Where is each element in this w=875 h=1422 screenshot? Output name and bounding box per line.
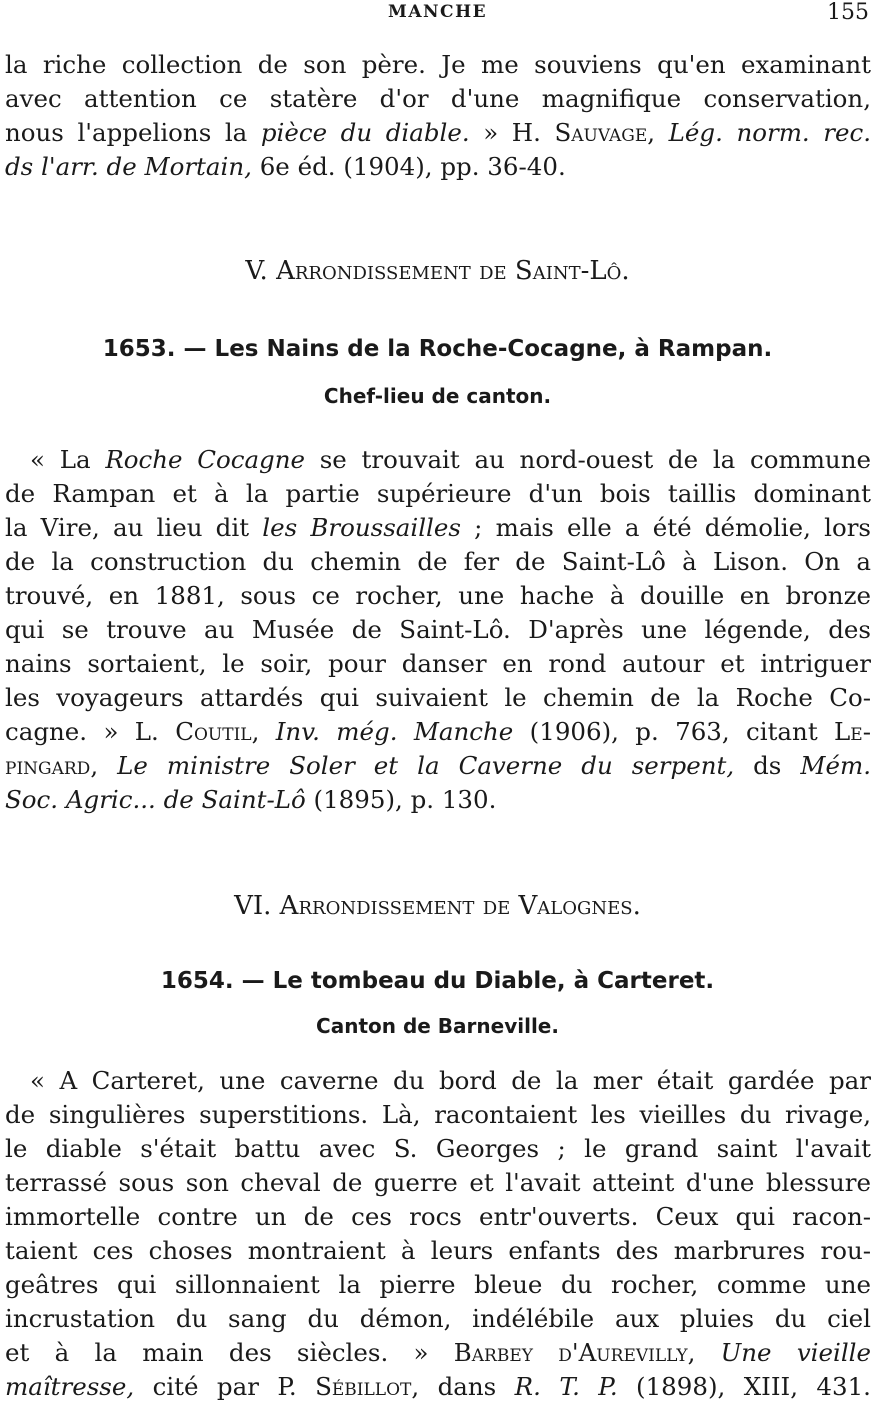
text-line: immortelle contre un de ces rocs entr'ouverts. Ceux qui racon- — [5, 1202, 871, 1231]
text-line: terrassé sous son cheval de guerre et l'avait atteint d'une blessure — [5, 1168, 871, 1197]
text-line: maîtresse, cité par P. Sébillot, dans R. T. P. (1898), XIII, 431. — [5, 1372, 871, 1401]
text-line: la riche collection de son père. Je me souviens qu'en examinant — [5, 50, 871, 79]
text-line: de Rampan et à la partie supérieure d'un bois taillis dominant — [5, 479, 871, 508]
text-line: pingard, Le ministre Soler et la Caverne du serpent, ds Mém. — [5, 751, 871, 780]
text-line: les voyageurs attardés qui suivaient le chemin de la Roche Co- — [5, 683, 871, 712]
text-line: avec attention ce statère d'or d'une magnifique conservation, — [5, 84, 871, 113]
page-number: 155 — [827, 0, 869, 25]
section-heading: VI. Arrondissement de Valognes. — [234, 891, 641, 921]
text-line: nous l'appelions la pièce du diable. » H. Sauvage, Lég. norm. rec. — [5, 118, 871, 147]
text-line: taient ces choses montraient à leurs enfants des marbrures rou- — [5, 1236, 871, 1265]
text-line: cagne. » L. Coutil, Inv. még. Manche (1906), p. 763, citant Le- — [5, 717, 871, 746]
running-title: MANCHE — [388, 2, 488, 22]
text-line: « A Carteret, une caverne du bord de la mer était gardée par — [30, 1066, 871, 1095]
entry-subtitle: Canton de Barneville. — [316, 1014, 559, 1038]
text-line: nains sortaient, le soir, pour danser en rond autour et intriguer — [5, 649, 871, 678]
text-line: de singulières superstitions. Là, racontaient les vieilles du rivage, — [5, 1100, 871, 1129]
section-heading: V. Arrondissement de Saint-Lô. — [245, 256, 630, 286]
text-line: la Vire, au lieu dit les Broussailles ; mais elle a été démolie, lors — [5, 513, 871, 542]
text-line: « La Roche Cocagne se trouvait au nord-ouest de la commune — [30, 445, 871, 474]
text-line: geâtres qui sillonnaient la pierre bleue du rocher, comme une — [5, 1270, 871, 1299]
text-line: incrustation du sang du démon, indélébile aux pluies du ciel — [5, 1304, 871, 1333]
entry-subtitle: Chef-lieu de canton. — [323, 384, 552, 408]
text-line: le diable s'était battu avec S. Georges ; le grand saint l'avait — [5, 1134, 871, 1163]
entry-title: 1654. — Le tombeau du Diable, à Carteret. — [160, 968, 715, 994]
entry-title: 1653. — Les Nains de la Roche-Cocagne, à Rampan. — [102, 336, 773, 362]
text-line: Soc. Agric... de Saint-Lô (1895), p. 130. — [5, 785, 497, 814]
text-line: qui se trouve au Musée de Saint-Lô. D'après une légende, des — [5, 615, 871, 644]
text-line: et à la main des siècles. » Barbey d'Aurevilly, Une vieille — [5, 1338, 871, 1367]
text-line: de la construction du chemin de fer de Saint-Lô à Lison. On a — [5, 547, 871, 576]
text-line: trouvé, en 1881, sous ce rocher, une hache à douille en bronze — [5, 581, 871, 610]
text-line: ds l'arr. de Mortain, 6e éd. (1904), pp. 36-40. — [5, 152, 566, 181]
